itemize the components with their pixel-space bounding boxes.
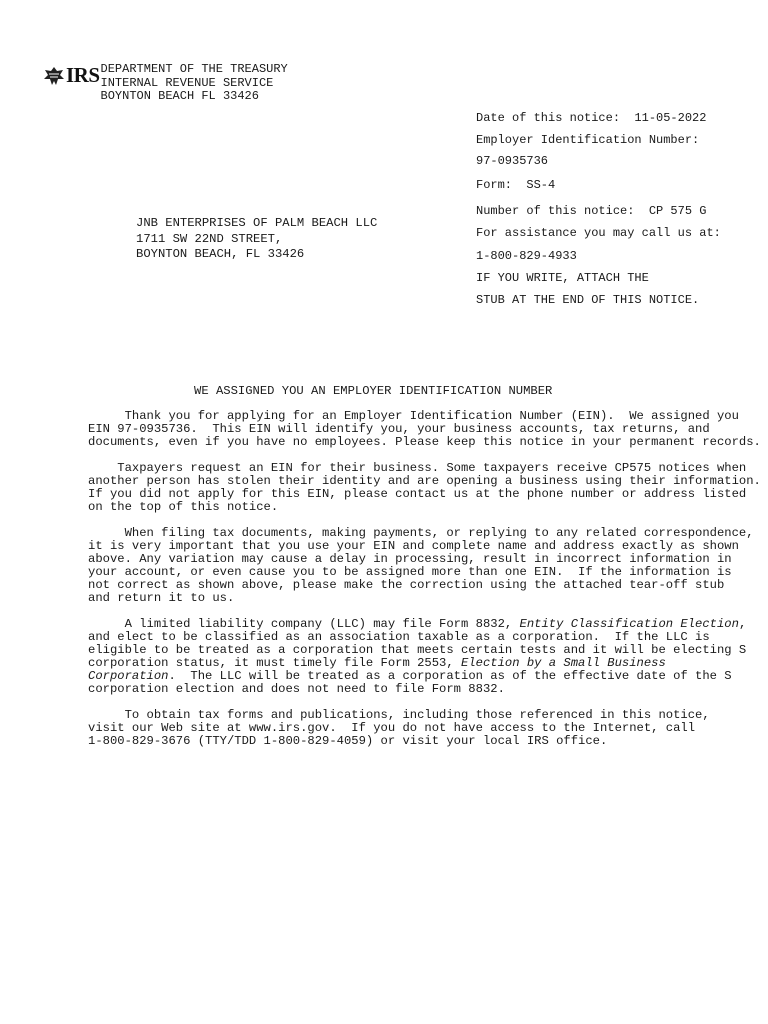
irs-eagle-icon <box>43 65 65 87</box>
write-instruction-1: IF YOU WRITE, ATTACH THE <box>476 271 649 285</box>
paragraph-ein-assigned: Thank you for applying for an Employer Identification Number (EIN). We assigned you EIN 97-0935736. This EIN will identify you, your business accounts, tax returns, and documents, even if you have no employees. Please keep this notice in your permanent records. <box>88 409 761 449</box>
paragraph-llc-election: A limited liability company (LLC) may file Form 8832, Entity Classification Election, and elect to be classified as an association taxable as a corporation. If the LLC is eligible to be treated as a corporation that meets certain tests and it will be electing S corporation status, it must timely file Form 2553, Election by a Small Business Corporation. The LLC will be treated as a corporation as of the effective date of the S corporation election and does not need to file Form 8832. <box>88 617 747 696</box>
notice-number: Number of this notice: CP 575 G <box>476 204 707 218</box>
notice-body <box>88 409 761 761</box>
form-line: Form: SS-4 <box>476 178 556 192</box>
recipient-address <box>136 216 377 263</box>
form-2553-title-cont: Corporation <box>88 669 169 683</box>
notice-heading: WE ASSIGNED YOU AN EMPLOYER IDENTIFICATION NUMBER <box>194 384 553 398</box>
recipient-city: BOYNTON BEACH, FL 33426 <box>136 247 305 261</box>
agency-address <box>101 63 288 104</box>
agency-line: DEPARTMENT OF THE TREASURY <box>100 62 288 76</box>
paragraph-tax-forms: To obtain tax forms and publications, including those referenced in this notice, visit our Web site at www.irs.gov. If you do not have access to the Internet, call 1-800-829-3676 (TTY/TDD 1-800-829-4059) or visit your local IRS office. <box>88 708 710 748</box>
agency-line: BOYNTON BEACH FL 33426 <box>100 89 259 103</box>
notice-date: Date of this notice: 11-05-2022 <box>476 111 707 125</box>
recipient-street: 1711 SW 22ND STREET, <box>136 231 283 246</box>
assistance-phone: 1-800-829-4933 <box>476 249 577 263</box>
ein-label: Employer Identification Number: <box>476 133 700 147</box>
ein-value: 97-0935736 <box>476 154 549 168</box>
write-instruction-2: STUB AT THE END OF THIS NOTICE. <box>476 293 700 307</box>
assistance-line: For assistance you may call us at: <box>476 226 721 240</box>
paragraph-identity-theft: Taxpayers request an EIN for their business. Some taxpayers receive CP575 notices when another person has stolen their identity and are opening a business using their information. If you did not apply for this EIN, please contact us at the phone number or address listed on the top of this notice. <box>88 461 761 514</box>
form-2553-title: Election by a Small Business <box>461 656 666 670</box>
paragraph-filing-instructions: When filing tax documents, making payments, or replying to any related correspondence, it is very important that you use your EIN and complete name and address exactly as shown above. Any variation may cause a delay in processing, result in incorrect information in your account, or even cause you to be assigned more than one EIN. If the information is not correct as shown above, please make the correction using the attached tear-off stub and return it to us. <box>88 526 754 605</box>
agency-line: INTERNAL REVENUE SERVICE <box>100 75 274 90</box>
recipient-name: JNB ENTERPRISES OF PALM BEACH LLC <box>136 216 378 230</box>
irs-header <box>43 63 288 104</box>
irs-logo-text: IRS <box>66 63 100 87</box>
form-8832-title: Entity Classification Election <box>519 617 739 631</box>
